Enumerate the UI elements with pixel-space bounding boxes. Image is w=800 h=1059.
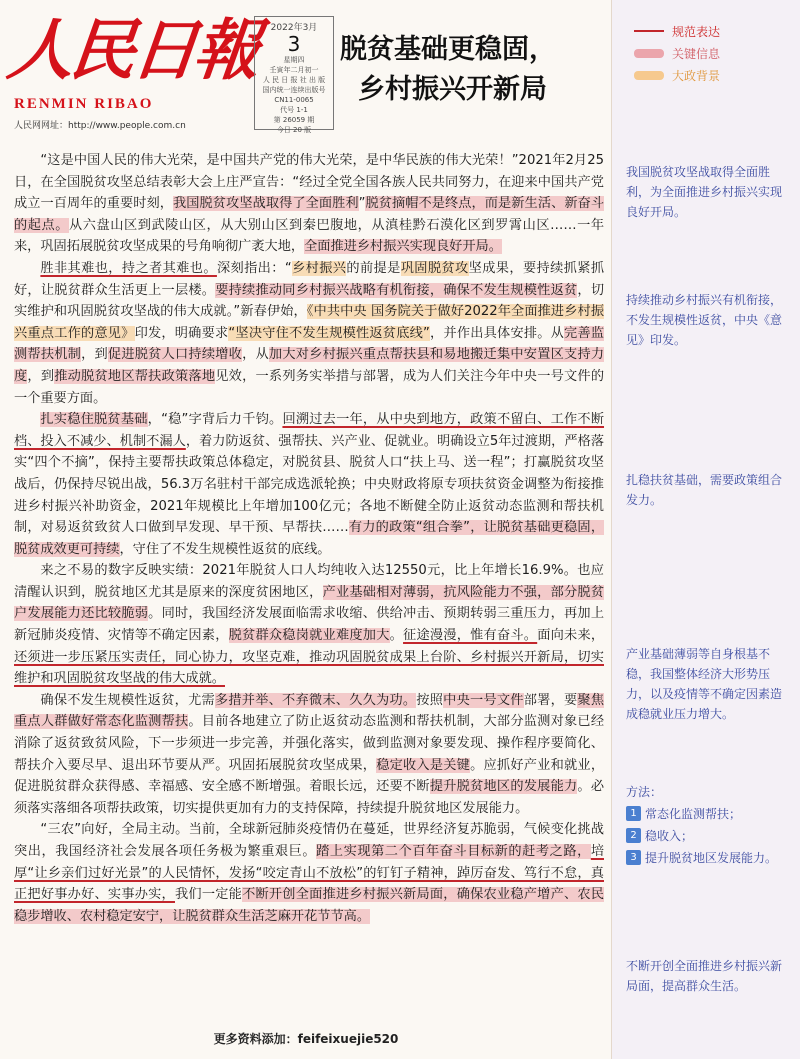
key-info-highlight: 扎实稳住脱贫基础 — [40, 412, 148, 428]
issue-weekday: 星期四 — [283, 56, 305, 64]
paragraph-1: “这是中国人民的伟大光荣，是中国共产党的伟大光荣，是中华民族的伟大光荣！”2021年2月25日，在全国脱贫攻坚总结表彰大会上庄严宣告：“经过全党全国各族人民共同努力，在迎来中国共产党成立一百周年的重要时刻，我国脱贫攻坚战取得了全面胜利”脱贫摘帽不是终点，而是新生活、新奋斗的起点。从六盘山区到武陵山区，从大别山区到秦巴腹地，从滇桂黔石漠化区到罗霄山区……一年来，巩固拓展脱贫攻坚成果的号角响彻广袤大地，全面推进乡村振兴实现良好开局。 — [14, 153, 605, 255]
number-badge-icon: 2 — [626, 828, 641, 843]
paragraph-3: 扎实稳住脱贫基础，“稳”字背后力千钧。回溯过去一年，从中央到地方，政策不留白、工作不断档、投入不减少、机制不漏人，着力防返贫、强帮扶、兴产业、促就业。明确设立5年过渡期，严格落实“四个不摘”，保持主要帮扶政策总体稳定，对脱贫县、脱贫人口“扶上马、送一程”；打赢脱贫攻坚战后，仍保持尽锐出战，56.3万名驻村干部完成选派轮换；中央财政将原专项扶贫资金调整为衔接推进乡村振兴补助资金，2021年规模比上年增加100亿元；各地不断健全防止返贫动态监测和帮扶机制，对易返贫致贫人口做到早发现、早干预、早帮扶……有力的政策“组合拳”，让脱贫基础更稳固，脱贫成效更可持续，守住了不发生规模性返贫的底线。 — [14, 412, 605, 557]
issue-info-line: 人 民 日 报 社 出 版 — [262, 76, 326, 84]
article-headline — [340, 30, 556, 110]
annotation-sidebar — [612, 0, 800, 1059]
key-info-highlight: 聚焦重点人群做好常态化监测帮扶 — [14, 692, 605, 730]
standard-expression-underline: 培厚“让乡亲们过好光景”的人民情怀，发扬“咬定青山不放松”的钉钉子精神，踔厉奋发、笃行不怠，真正把好事办好、实事办实， — [14, 844, 604, 903]
policy-background-highlight: 乡村振兴 — [291, 260, 347, 276]
note-2: 持续推动乡村振兴有机衔接，不发生规模性返贫，中央《意见》印发。 — [626, 293, 783, 347]
key-info-highlight: 有力的政策“组合拳”，让脱贫基础更稳固，脱贫成效更可持续 — [14, 520, 605, 557]
legend — [634, 20, 720, 86]
note-4: 产业基础薄弱等自身根基不稳，我国整体经济大形势压力，以及疫情等不确定因素造成稳就业压力增大。 — [626, 647, 783, 721]
legend-label: 大政背景 — [672, 68, 721, 83]
newspaper-website: 人民网网址：http://www.people.com.cn — [14, 121, 186, 131]
red-highlight-swatch — [634, 49, 664, 58]
issue-info-line: 代号 1-1 — [280, 106, 308, 114]
paragraph-2: 胜非其难也，持之者其难也。深刻指出：“乡村振兴的前提是巩固脱贫攻坚成果，要持续抓紧抓好，让脱贫群众生活更上一层楼。要持续推动同乡村振兴战略有机衔接，确保不发生规模性返贫，切实维护和巩固脱贫攻坚战的伟大成就。”新春伊始，《中共中央 国务院关于做好2022年全面推进乡村振兴重点工作的意见》印发，明确要求“坚决守住不发生规模性返贫底线”，并作出具体安排。从完善监测帮扶机制，到促进脱贫人口持续增收，从加大对乡村振兴重点帮扶县和易地搬迁集中安置区支持力度，到推动脱贫地区帮扶政策落地见效，一系列务实举措与部署，成为人们关注今年中央一号文件的一个重要方面。 — [14, 260, 605, 406]
article-body — [14, 150, 604, 927]
newspaper-logo: 人民日報 — [3, 11, 261, 89]
note-1: 我国脱贫攻坚战取得全面胜利，为全面推进乡村振兴实现良好开局。 — [626, 165, 783, 219]
note-3: 扎稳扶贫基础，需要政策组合发力。 — [626, 473, 783, 507]
underline-swatch — [634, 30, 664, 32]
issue-info-line: CN11-0065 — [274, 96, 314, 104]
key-info-highlight: 提升脱贫地区的发展能力 — [429, 779, 578, 795]
key-info-highlight: 脱贫群众稳岗就业难度加大 — [228, 628, 390, 644]
newspaper-logo-pinyin: RENMIN RIBAO — [14, 96, 154, 112]
key-info-highlight: 稳定收入是关键 — [376, 757, 471, 773]
policy-background-highlight: 巩固脱贫攻 — [400, 260, 469, 276]
standard-expression-underline: 胜非其难也，持之者其难也。 — [40, 260, 217, 276]
key-info-highlight: 全面推进乡村振兴实现良好开局。 — [304, 239, 502, 255]
paragraph-5: 确保不发生规模性返贫，尤需多措并举、不弃微末、久久为功。按照中央一号文件部署，要聚焦重点人群做好常态化监测帮扶。目前各地建立了防止返贫动态监测和帮扶机制，大部分监测对象已经消除了返贫致贫风险，下一步须进一步完善，并强化落实，做到监测对象要发现、操作程序要简化、帮扶介入要尽早、退出环节要从严。巩固拓展脱贫攻坚成果，稳定收入是关键。应抓好产业和就业，促进脱贫群众获得感、幸福感、安全感不断增强。着眼长远，还要不断提升脱贫地区的发展能力。必须落实落细各项帮扶政策，切实提供更加有力的支持保障，持续提升脱贫地区发展能力。 — [14, 692, 605, 816]
paragraph-4: 来之不易的数字反映实绩：2021年脱贫人口人均纯收入达12550元，比上年增长16.9%。也应清醒认识到，脱贫地区尤其是原来的深度贫困地区，产业基础相对薄弱，抗风险能力不强，部分脱贫户发展能力还比较脆弱。同时，我国经济发展面临需求收缩、供给冲击、预期转弱三重压力，再加上新冠肺炎疫情、灾情等不确定因素，脱贫群众稳岗就业难度加大。征途漫漫，惟有奋斗。面向未来，还须进一步压紧压实责任，同心协力，攻坚克难，推动巩固脱贫成果上台阶、乡村振兴开新局，切实维护和巩固脱贫攻坚战的伟大成就。 — [14, 563, 605, 687]
legend-label: 关键信息 — [672, 46, 721, 61]
number-badge-icon: 1 — [626, 806, 641, 821]
method-item — [626, 804, 790, 824]
method-text: 稳收入； — [645, 829, 694, 843]
method-text: 常态化监测帮扶； — [645, 807, 742, 821]
issue-info-line: 今日 20 版 — [276, 126, 312, 134]
key-info-highlight: 脱贫摘帽不是终点，而是新生活、新奋斗的起点。 — [14, 196, 605, 233]
methods-block — [626, 782, 790, 868]
legend-item-underline — [634, 20, 720, 42]
policy-background-highlight: 《中共中央 国务院关于做好2022年全面推进乡村振兴重点工作的意见》 — [14, 304, 605, 341]
issue-info-line: 壬寅年二月初一 — [269, 66, 319, 74]
methods-title: 方法： — [626, 785, 663, 799]
key-info-highlight: 推动脱贫地区帮扶政策落地 — [54, 368, 216, 384]
standard-expression-underline: 回溯过去一年，从中央到地方，政策不留白、工作不断档、投入不减少、机制不漏人 — [14, 412, 605, 449]
headline-line-1: 脱贫基础更稳固， — [340, 34, 556, 65]
issue-year-month: 2022年3月 — [270, 23, 318, 33]
method-item — [626, 826, 790, 846]
key-info-highlight: 加大对乡村振兴重点帮扶县和易地搬迁集中安置区支持力度 — [14, 347, 605, 384]
issue-date-box — [254, 16, 334, 134]
standard-expression-underline: 征途漫漫，惟有奋斗。 — [403, 628, 538, 644]
number-badge-icon: 3 — [626, 850, 641, 865]
standard-expression-underline: 还须进一步压紧压实责任，同心协力，攻坚克难，推动巩固脱贫成果上台阶、乡村振兴开新局，切实维护和巩固脱贫攻坚战的伟大成就。 — [14, 649, 604, 687]
key-info-highlight: 不断开创全面推进乡村振兴新局面，确保农业稳产增产、农民稳步增收、农村稳定安宁，让脱贫群众生活芝麻开花节节高。 — [14, 887, 605, 924]
issue-day: 3 — [287, 32, 301, 56]
key-info-highlight: 产业基础相对薄弱，抗风险能力不强，部分脱贫户发展能力还比较脆弱 — [14, 584, 605, 622]
key-info-highlight: 要持续推动同乡村振兴战略有机衔接，确保不发生规模性返贫 — [215, 282, 578, 298]
method-item — [626, 848, 790, 868]
footer-contact-note: 更多资料添加：feifeixuejie520 — [213, 1032, 399, 1046]
paragraph-6: “三农”向好，全局主动。当前，全球新冠肺炎疫情仍在蔓延，世界经济复苏脆弱，气候变化挑战突出，我国经济社会发展各项任务极为繁重艰巨。踏上实现第二个百年奋斗目标新的赶考之路，培厚“让乡亲们过好光景”的人民情怀，发扬“咬定青山不放松”的钉钉子精神，踔厉奋发、笃行不怠，真正把好事办好、实事办实，我们一定能不断开创全面推进乡村振兴新局面，确保农业稳产增产、农民稳步增收、农村稳定安宁，让脱贫群众生活芝麻开花节节高。 — [14, 822, 605, 924]
method-text: 提升脱贫地区发展能力。 — [645, 851, 778, 865]
key-info-highlight: 踏上实现第二个百年奋斗目标新的赶考之路， — [316, 844, 591, 859]
issue-info-line: 国内统一连续出版号 — [262, 86, 326, 94]
legend-item-red — [634, 42, 720, 64]
note-5: 不断开创全面推进乡村振兴新局面，提高群众生活。 — [626, 959, 783, 993]
newspaper-masthead — [0, 0, 612, 150]
legend-label: 规范表达 — [672, 24, 721, 39]
headline-line-2: 乡村振兴开新局 — [358, 74, 547, 105]
issue-info-line: 第 26059 期 — [273, 116, 315, 124]
key-info-highlight: 中央一号文件 — [443, 692, 524, 708]
orange-highlight-swatch — [634, 71, 664, 80]
key-info-highlight: 我国脱贫攻坚战取得了全面胜利 — [173, 196, 359, 212]
key-info-highlight: 多措并举、不弃微末、久久为功。 — [214, 692, 417, 708]
legend-item-orange — [634, 64, 720, 86]
key-info-highlight: 促进脱贫人口持续增收 — [107, 347, 243, 363]
key-info-highlight: 完善监测帮扶机制 — [14, 325, 605, 363]
policy-background-highlight: “坚决守住不发生规模性返贫底线” — [228, 325, 430, 341]
